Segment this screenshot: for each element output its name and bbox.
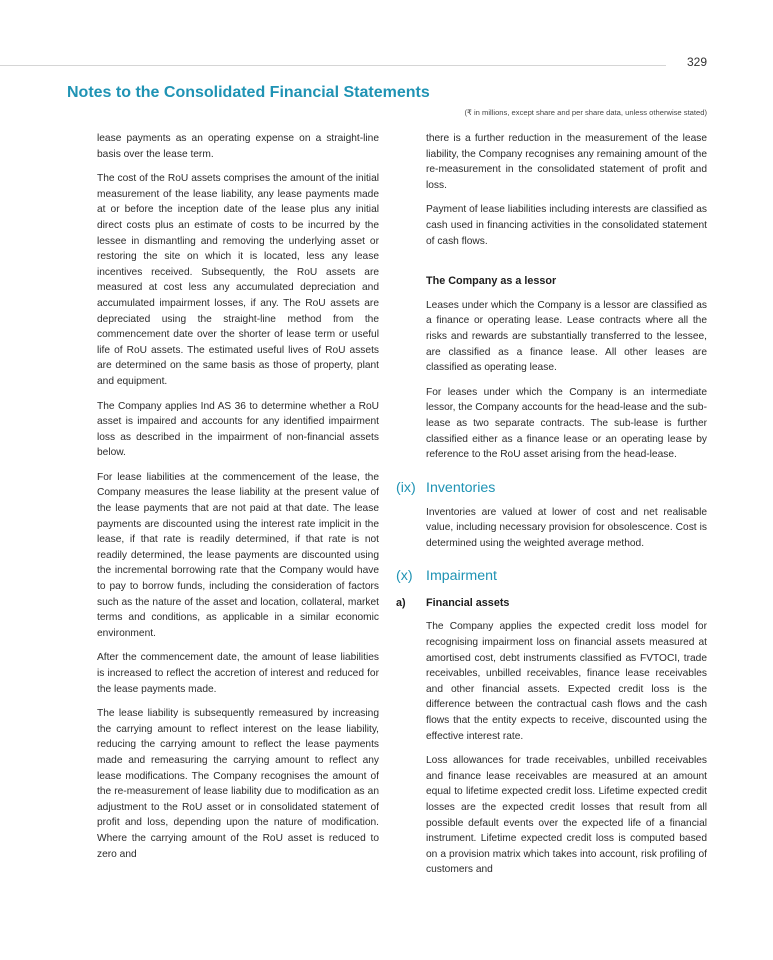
paragraph: For leases under which the Company is an intermediate lessor, the Company accounts for the head-lease and the sub-lease as two separate contracts. The sub-lease is further classified either as a finance lease or an operating lease by reference to the RoU asset arising from the head-lease. — [426, 386, 707, 461]
currency-note: (₹ in millions, except share and per share data, unless otherwise stated) — [464, 108, 707, 117]
paragraph: The cost of the RoU assets comprises the amount of the initial measurement of the lease liability, any lease payments made at or before the inception date of the lease plus any initial direct costs plus an estimate of costs to be incurred by the lessee in dismantling and removing the underlying asset or restoring the site on which it is located, less any lease incentives received. Subsequently, the RoU assets are measured at cost less any accumulated depreciation and accumulated impairment losses, if any. The RoU assets are depreciated using the straight-line method from the commencement date over the shorter of lease term or useful life of RoU assets. The estimated useful lives of RoU assets are determined on the same basis as those of property, plant and equipment. — [97, 173, 379, 387]
subsection-heading-financial-assets — [396, 595, 707, 611]
paragraph: Payment of lease liabilities including interests are classified as cash used in financing activities in the consolidated statement of cash flows. — [426, 204, 707, 247]
paragraph: The lease liability is subsequently remeasured by increasing the carrying amount to reflect interest on the lease liability, reducing the carrying amount to reflect the lease payments made and remeasuring the carrying amount to reflect any lease modifications. The Company recognises the amount of the re-measurement of lease liability due to modification as an adjustment to the RoU asset or in consolidated statement of profit and loss, depending upon the nature of modification. Where the carrying amount of the RoU asset is reduced to zero and — [97, 708, 379, 860]
section-number: (x) — [396, 568, 413, 585]
lessor-heading: The Company as a lessor — [426, 275, 557, 288]
paragraph: After the commencement date, the amount of lease liabilities is increased to reflect the accretion of interest and reduced for the lease payments made. — [97, 652, 379, 695]
left-column — [97, 131, 379, 871]
paragraph: For lease liabilities at the commencement of the lease, the Company measures the lease liability at the present value of the lease payments that are not paid at that date. The lease payments are discounted using the interest rate implicit in the lease, if that rate is readily determined, if that rate is not readily determined, the lease payments are discounted using the incremental borrowing rate that the Company would have to pay to borrow funds, including the consideration of factors such as the nature of the asset and location, collateral, market terms and conditions, as applicable in a similar economic environment. — [97, 471, 379, 639]
paragraph: Inventories are valued at lower of cost and net realisable value, including necessary provision for obsolescence. Cost is determined using the weighted average method. — [426, 506, 707, 549]
page-title: Notes to the Consolidated Financial Statements — [67, 84, 430, 101]
section-title: Inventories — [426, 479, 496, 496]
paragraph: The Company applies the expected credit loss model for recognising impairment loss on financial assets measured at amortised cost, debt instruments classified as FVTOCI, trade receivables, unbilled receivables, finance lease receivables and other financial assets. Expected credit loss is the difference between the contractual cash flows and the cash flows that the entity expects to receive, discounted using the effective interest rate. — [426, 621, 707, 742]
paragraph: there is a further reduction in the measurement of the lease liability, the Company recognises any remaining amount of the re-measurement in the consolidated statement of profit and loss. — [426, 133, 707, 191]
section-heading-impairment — [396, 567, 707, 585]
paragraph: Leases under which the Company is a lessor are classified as a finance or operating lease. Lease contracts where all the risks and rewards are substantially transferred to the lessee, are classified as a finance lease. All other leases are classified as operating lease. — [426, 299, 707, 374]
header-rule — [0, 65, 666, 66]
paragraph: Loss allowances for trade receivables, unbilled receivables and finance lease receivables are measured at an amount equal to lifetime expected credit loss. Lifetime expected credit losses are the expected credit losses that result from all possible default events over the expected life of a financial instrument. Lifetime expected credit loss is computed based on a provision matrix which takes into account, risk profiling of customers and — [426, 755, 707, 876]
section-number: (ix) — [396, 479, 416, 496]
page-number: 329 — [686, 55, 707, 69]
section-title: Impairment — [426, 568, 497, 585]
subsection-number: a) — [396, 597, 406, 610]
subsection-title: Financial assets — [426, 597, 510, 610]
right-column — [396, 131, 707, 887]
paragraph: The Company applies Ind AS 36 to determine whether a RoU asset is impaired and accounts for any identified impairment loss as described in the impairment of non-financial assets below. — [97, 400, 379, 459]
paragraph: lease payments as an operating expense on a straight-line basis over the lease term. — [97, 133, 379, 160]
section-heading-inventories — [396, 479, 707, 497]
